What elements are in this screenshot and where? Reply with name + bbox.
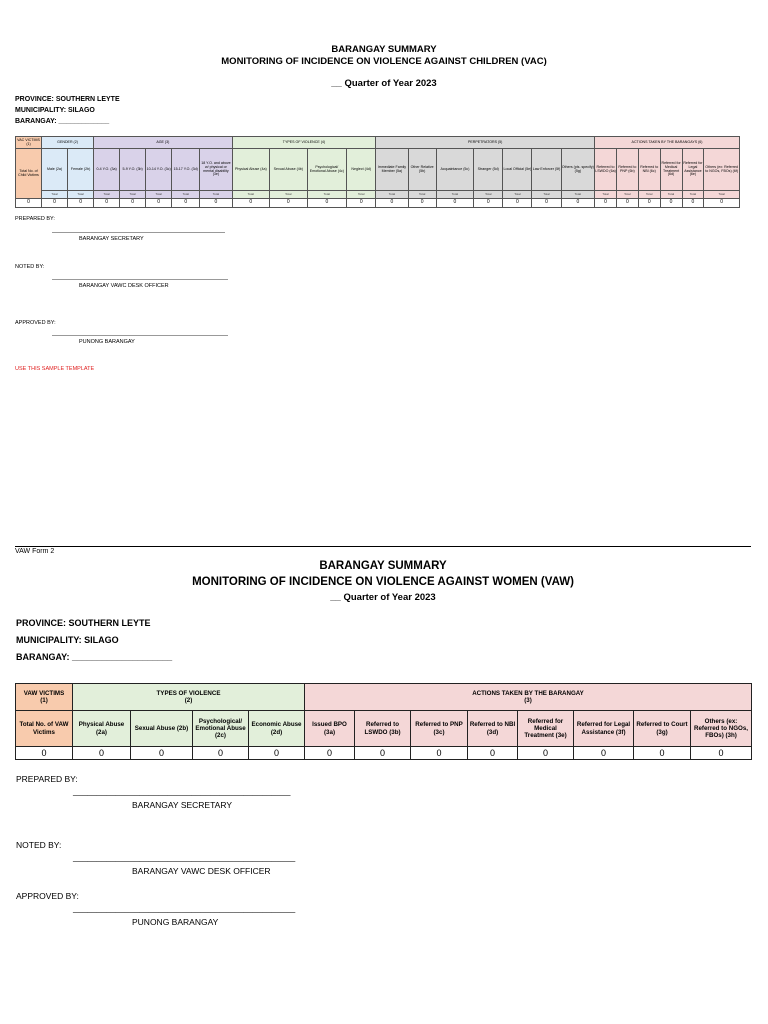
vac-province: PROVINCE: SOUTHERN LEYTE (15, 96, 120, 103)
vac-column-total-label: Total (704, 191, 740, 199)
vac-column-header: Local Official (5e) (503, 149, 532, 191)
vac-column-total-label: Total (436, 191, 473, 199)
vaw-subtitle: MONITORING OF INCIDENCE ON VIOLENCE AGAINST WOMEN (VAW) (192, 576, 574, 588)
vaw-approved-role: PUNONG BARANGAY (132, 917, 219, 927)
vac-value-cell: 0 (307, 199, 347, 208)
vaw-prepared-role: BARANGAY SECRETARY (132, 800, 232, 810)
vac-column-header: Referred for Medical Treatment (6d) (660, 149, 682, 191)
vaw-value-cell: 0 (691, 747, 752, 760)
vac-value-cell: 0 (146, 199, 172, 208)
vac-prepared-role: BARANGAY SECRETARY (79, 236, 144, 242)
vac-column-header: Neglect (4d) (347, 149, 376, 191)
vaw-col-others: Others (ex: Referred to NGOs, FBOs) (3h) (691, 711, 752, 747)
vaw-value-cell: 0 (468, 747, 518, 760)
vac-column-header: Acquaintance (5c) (436, 149, 473, 191)
vac-column-header: Immediate Family Member (5a) (376, 149, 408, 191)
vac-value-cell: 0 (660, 199, 682, 208)
vac-value-cell: 0 (200, 199, 232, 208)
vaw-value-cell: 0 (574, 747, 634, 760)
vac-column-total-label: Total (561, 191, 594, 199)
vac-column-header: 5-9 Y.O. (3b) (120, 149, 146, 191)
vaw-title: BARANGAY SUMMARY (319, 560, 447, 572)
vac-column-header: 18 Y.O. and above w/ physical or mental disability (3e) (200, 149, 232, 191)
vaw-group-victims: VAW VICTIMS (1) (16, 684, 73, 711)
vac-value-cell: 0 (347, 199, 376, 208)
vac-group-victims: VAC VICTIMS (1) (16, 137, 42, 149)
vac-column-total-label: Total (94, 191, 120, 199)
vac-value-cell: 0 (68, 199, 94, 208)
vac-column-total-label: Total (682, 191, 704, 199)
vac-value-cell: 0 (436, 199, 473, 208)
vaw-municipality: MUNICIPALITY: SILAGO (16, 635, 119, 645)
vaw-approved-by: APPROVED BY: (16, 891, 79, 901)
vac-column-total-label: Total (474, 191, 503, 199)
vaw-barangay: BARANGAY: ____________________ (16, 652, 173, 662)
vac-column-header: Referred to NBI (6c) (638, 149, 660, 191)
vac-column-total-label: Total (616, 191, 638, 199)
vaw-value-cell: 0 (193, 747, 249, 760)
vac-value-cell: 0 (682, 199, 704, 208)
vac-municipality: MUNICIPALITY: SILAGO (15, 107, 95, 114)
vac-column-header: Others (pls. specify) (5g) (561, 149, 594, 191)
vac-column-total-label: Total (200, 191, 232, 199)
vac-column-total-label: Total (270, 191, 307, 199)
vaw-col-sexual-abuse: Sexual Abuse (2b) (131, 711, 193, 747)
vaw-col-physical-abuse: Physical Abuse (2a) (73, 711, 131, 747)
vaw-value-cell: 0 (355, 747, 411, 760)
vac-column-total-label: Total (146, 191, 172, 199)
vac-value-cell: 0 (561, 199, 594, 208)
vac-column-total-label: Total (232, 191, 269, 199)
vaw-group-types-of-violence: TYPES OF VIOLENCE (2) (73, 684, 305, 711)
vac-value-cell: 0 (172, 199, 200, 208)
vaw-col-referred-lswdo: Referred to LSWDO (3b) (355, 711, 411, 747)
vaw-col-referred-nbi: Referred to NBI (3d) (468, 711, 518, 747)
vaw-value-cell: 0 (249, 747, 305, 760)
vaw-noted-by: NOTED BY: (16, 840, 62, 850)
vaw-col-total-victims: Total No. of VAW Victims (16, 711, 73, 747)
vac-value-cell: 0 (408, 199, 436, 208)
vac-value-cell: 0 (474, 199, 503, 208)
vaw-province: PROVINCE: SOUTHERN LEYTE (16, 618, 151, 628)
vaw-noted-signature-line: _______________________________________________ (73, 852, 296, 862)
vaw-value-cell: 0 (73, 747, 131, 760)
vac-column-total-label: Total (42, 191, 68, 199)
vaw-noted-role: BARANGAY VAWC DESK OFFICER (132, 866, 271, 876)
vac-value-cell: 0 (595, 199, 617, 208)
vaw-prepared-by: PREPARED BY: (16, 774, 78, 784)
vaw-value-cell: 0 (411, 747, 468, 760)
vac-column-total-label: Total (503, 191, 532, 199)
vaw-col-economic-abuse: Economic Abuse (2d) (249, 711, 305, 747)
vaw-col-legal-assistance: Referred for Legal Assistance (3f) (574, 711, 634, 747)
vac-column-header: Other Relative (5b) (408, 149, 436, 191)
vac-value-cell: 0 (42, 199, 68, 208)
vac-prepared-signature-line (52, 232, 225, 233)
vaw-approved-signature-line: _______________________________________________ (73, 903, 296, 913)
vaw-prepared-signature-line: ______________________________________________ (73, 786, 291, 796)
vaw-col-medical-treatment: Referred for Medical Treatment (3e) (518, 711, 574, 747)
vac-noted-by: NOTED BY: (15, 264, 45, 270)
vac-column-total-label: Total (307, 191, 347, 199)
vaw-value-cell: 0 (634, 747, 691, 760)
vac-column-header: Sexual Abuse (4b) (270, 149, 307, 191)
vac-column-header: 15-17 Y.O. (3d) (172, 149, 200, 191)
vac-group-perpetrators: PERPETRATORS (5) (376, 137, 595, 149)
vac-value-cell: 0 (16, 199, 42, 208)
vaw-value-cell: 0 (16, 747, 73, 760)
vac-column-total-label: Total (376, 191, 408, 199)
vac-column-header: Female (2b) (68, 149, 94, 191)
vac-title: BARANGAY SUMMARY (331, 44, 437, 55)
vac-column-total-label: Total (532, 191, 561, 199)
template-note: USE THIS SAMPLE TEMPLATE (15, 366, 95, 372)
vaw-group-actions-taken: ACTIONS TAKEN BY THE BARANGAY (3) (305, 684, 752, 711)
vac-column-total-label: Total (172, 191, 200, 199)
vac-value-cell: 0 (616, 199, 638, 208)
vac-column-header: Law Enforcer (5f) (532, 149, 561, 191)
vac-group-age: AGE (3) (94, 137, 232, 149)
vaw-col-referred-pnp: Referred to PNP (3c) (411, 711, 468, 747)
vac-quarter: __ Quarter of Year 2023 (331, 78, 437, 89)
vac-column-total-label: Total (68, 191, 94, 199)
vac-subtitle: MONITORING OF INCIDENCE ON VIOLENCE AGAINST CHILDREN (VAC) (221, 56, 547, 67)
vac-column-header: 0-4 Y.O. (3a) (94, 149, 120, 191)
vac-value-cell: 0 (232, 199, 269, 208)
vac-value-cell: 0 (120, 199, 146, 208)
vac-column-total-label: Total (660, 191, 682, 199)
vac-group-types-of-violence: TYPES OF VIOLENCE (4) (232, 137, 376, 149)
vac-table (15, 136, 740, 208)
vac-column-total-label: Total (595, 191, 617, 199)
vac-column-total-label: Total (408, 191, 436, 199)
vaw-col-referred-court: Referred to Court (3g) (634, 711, 691, 747)
vac-approved-signature-line (52, 335, 228, 336)
vac-group-actions-taken: ACTIONS TAKEN BY THE BARANGAYS (6) (595, 137, 740, 149)
vaw-value-cell: 0 (518, 747, 574, 760)
vaw-quarter: __ Quarter of Year 2023 (330, 592, 436, 603)
vac-value-cell: 0 (704, 199, 740, 208)
vac-column-header: Physical Abuse (4a) (232, 149, 269, 191)
vac-value-cell: 0 (270, 199, 307, 208)
vac-column-header: Referred to LSWDO (6a) (595, 149, 617, 191)
section-divider (15, 546, 751, 547)
vac-noted-signature-line (52, 279, 228, 280)
vaw-table (15, 683, 752, 760)
vac-value-cell: 0 (94, 199, 120, 208)
vac-value-cell: 0 (638, 199, 660, 208)
vac-column-header: Male (2a) (42, 149, 68, 191)
vac-value-cell: 0 (503, 199, 532, 208)
vac-barangay: BARANGAY: _____________ (15, 118, 110, 125)
vac-noted-role: BARANGAY VAWC DESK OFFICER (79, 283, 169, 289)
vac-column-total-label: Total (347, 191, 376, 199)
vac-approved-by: APPROVED BY: (15, 320, 56, 326)
vac-column-header: Others (ex: Referred to NGOs, FBOs) (6f) (704, 149, 740, 191)
vac-value-cell: 0 (376, 199, 408, 208)
vaw-col-issued-bpo: Issued BPO (3a) (305, 711, 355, 747)
vac-column-header: Referred for Legal Assistance (6e) (682, 149, 704, 191)
vac-column-total-label: Total (120, 191, 146, 199)
vaw-value-cell: 0 (305, 747, 355, 760)
vac-group-gender: GENDER (2) (42, 137, 94, 149)
vac-prepared-by: PREPARED BY: (15, 216, 55, 222)
vac-column-total-label: Total (638, 191, 660, 199)
vac-approved-role: PUNONG BARANGAY (79, 339, 135, 345)
vac-column-header: 10-14 Y.O. (3c) (146, 149, 172, 191)
vac-column-header: Psychological/ Emotional Abuse (4c) (307, 149, 347, 191)
vaw-value-cell: 0 (131, 747, 193, 760)
vac-column-header: Referred to PNP (6b) (616, 149, 638, 191)
vaw-form-label: VAW Form 2 (15, 548, 55, 555)
vaw-col-psychological-abuse: Psychological/ Emotional Abuse (2c) (193, 711, 249, 747)
vac-value-cell: 0 (532, 199, 561, 208)
vac-column-header: Stranger (5d) (474, 149, 503, 191)
vac-column-header: Total No. of Child Victims (16, 149, 42, 199)
